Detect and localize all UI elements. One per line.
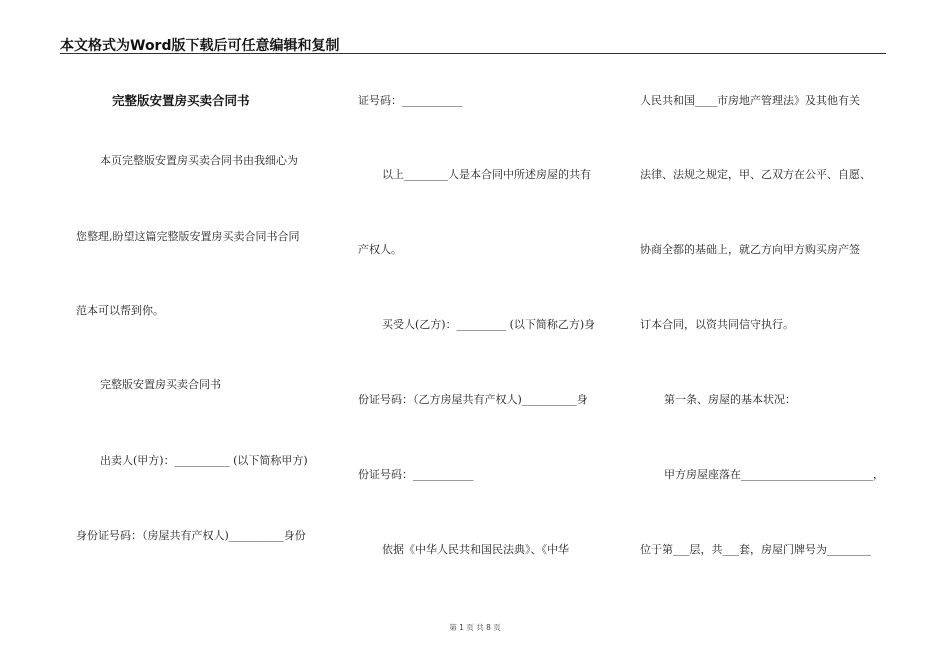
header-divider <box>60 53 886 54</box>
paragraph-line: 以上________人是本合同中所述房屋的共有 <box>382 168 591 181</box>
paragraph-line: 位于第___层，共___套，房屋门牌号为________ <box>640 543 871 556</box>
paragraph-line: 本页完整版安置房买卖合同书由我细心为 <box>100 154 298 167</box>
document-title: 完整版安置房买卖合同书 <box>112 93 250 108</box>
paragraph-line: 法律、法规之规定，甲、乙双方在公平、自愿、 <box>640 168 871 181</box>
paragraph-line: 甲方房屋座落在________________________， <box>664 468 884 481</box>
paragraph-line: 范本可以帮到你。 <box>76 304 164 317</box>
download-banner: 本文格式为Word版下载后可任意编辑和复制 <box>60 38 340 54</box>
paragraph-line: 份证号码：___________ <box>358 468 474 481</box>
paragraph-line: 订本合同，以资共同信守执行。 <box>640 318 794 331</box>
page-number: 第 1 页 共 8 页 <box>449 623 501 632</box>
paragraph-line: 您整理,盼望这篇完整版安置房买卖合同书合同 <box>76 230 300 243</box>
seller-line: 出卖人(甲方)：__________ (以下简称甲方) <box>100 454 308 467</box>
paragraph-line: 产权人。 <box>358 243 402 256</box>
paragraph-line: 依据《中华人民共和国民法典》、《中华 <box>382 543 569 556</box>
paragraph-line: 份证号码：（乙方房屋共有产权人)__________身 <box>358 393 588 406</box>
id-number-line: 身份证号码：（房屋共有产权人)__________身份 <box>76 529 306 542</box>
buyer-line: 买受人(乙方)：_________ (以下简称乙方)身 <box>382 318 596 331</box>
paragraph-line: 协商全都的基础上，就乙方向甲方购买房产签 <box>640 243 860 256</box>
paragraph-line: 证号码：___________ <box>358 94 463 107</box>
section-heading: 完整版安置房买卖合同书 <box>100 378 221 391</box>
paragraph-line: 人民共和国____市房地产管理法》及其他有关 <box>640 94 860 107</box>
article-heading: 第一条、房屋的基本状况： <box>664 393 796 406</box>
